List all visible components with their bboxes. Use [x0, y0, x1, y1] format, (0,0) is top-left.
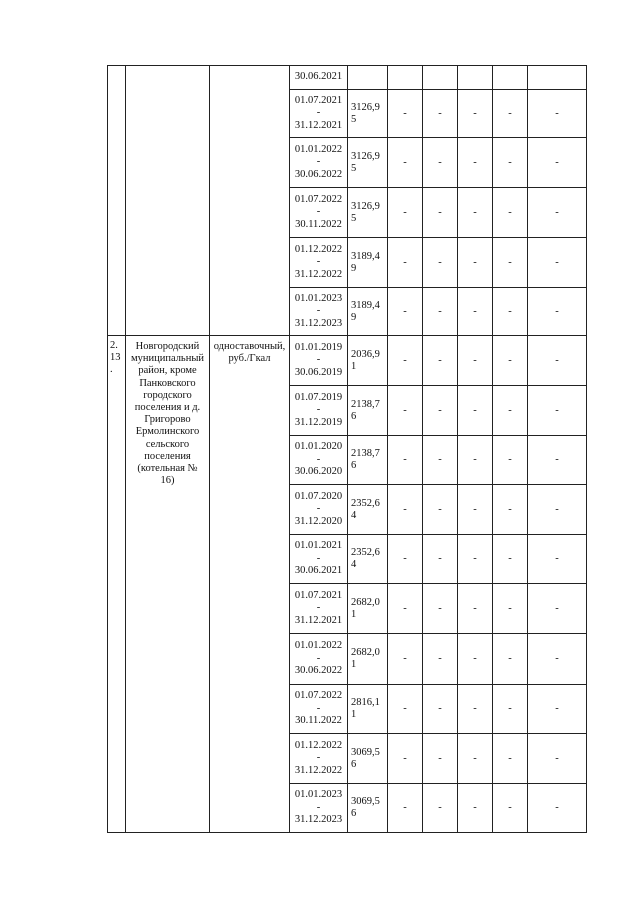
dash-cell: - — [493, 386, 528, 436]
dash-cell: - — [493, 485, 528, 535]
tariff-value: 3126,9 5 — [348, 138, 388, 188]
dash-cell: - — [528, 288, 587, 336]
dash-cell: - — [458, 584, 493, 634]
dash-cell: - — [458, 535, 493, 584]
dash-cell: - — [493, 584, 528, 634]
tariff-unit: одноставочный, руб./Гкал — [210, 336, 290, 833]
dash-cell: - — [458, 386, 493, 436]
dash-cell: - — [493, 784, 528, 833]
dash-cell — [493, 66, 528, 90]
dash-cell: - — [423, 336, 458, 386]
dash-cell: - — [423, 90, 458, 138]
tariff-value: 3126,9 5 — [348, 90, 388, 138]
tariff-value — [348, 66, 388, 90]
area-name: Новгородский муниципальный район, кроме Панковского городского поселения и д. Григорово Ермолинского сельского поселения (котельная № 16) — [126, 336, 210, 833]
dash-cell: - — [388, 386, 423, 436]
dash-cell: - — [458, 485, 493, 535]
period-cell: 01.01.2021 - 30.06.2021 — [290, 535, 348, 584]
dash-cell: - — [423, 685, 458, 734]
dash-cell: - — [528, 535, 587, 584]
dash-cell: - — [458, 784, 493, 833]
dash-cell: - — [528, 685, 587, 734]
dash-cell: - — [423, 288, 458, 336]
dash-cell: - — [388, 336, 423, 386]
table-row — [108, 66, 587, 90]
dash-cell: - — [493, 336, 528, 386]
dash-cell: - — [388, 634, 423, 685]
dash-cell: - — [458, 336, 493, 386]
tariff-value: 2352,6 4 — [348, 485, 388, 535]
dash-cell: - — [388, 238, 423, 288]
dash-cell: - — [458, 138, 493, 188]
period-cell: 01.01.2023 - 31.12.2023 — [290, 784, 348, 833]
tariff-value: 2138,7 6 — [348, 436, 388, 485]
period-cell: 01.12.2022 - 31.12.2022 — [290, 238, 348, 288]
period-cell: 01.01.2022 - 30.06.2022 — [290, 138, 348, 188]
dash-cell: - — [458, 634, 493, 685]
dash-cell: - — [528, 138, 587, 188]
dash-cell: - — [388, 90, 423, 138]
area-name — [126, 66, 210, 336]
dash-cell: - — [493, 535, 528, 584]
dash-cell: - — [423, 138, 458, 188]
dash-cell: - — [493, 90, 528, 138]
dash-cell: - — [528, 784, 587, 833]
dash-cell: - — [493, 634, 528, 685]
dash-cell: - — [528, 436, 587, 485]
dash-cell: - — [493, 436, 528, 485]
dash-cell: - — [528, 386, 587, 436]
period-cell: 01.07.2021 - 31.12.2021 — [290, 584, 348, 634]
dash-cell: - — [458, 685, 493, 734]
dash-cell: - — [388, 685, 423, 734]
tariff-value: 2682,0 1 — [348, 634, 388, 685]
dash-cell: - — [423, 436, 458, 485]
dash-cell — [388, 66, 423, 90]
period-cell: 01.01.2019 - 30.06.2019 — [290, 336, 348, 386]
dash-cell: - — [423, 634, 458, 685]
dash-cell: - — [423, 584, 458, 634]
tariff-value: 3069,5 6 — [348, 734, 388, 784]
dash-cell: - — [388, 784, 423, 833]
dash-cell: - — [388, 584, 423, 634]
dash-cell: - — [423, 386, 458, 436]
dash-cell: - — [388, 436, 423, 485]
dash-cell: - — [458, 188, 493, 238]
period-cell: 30.06.2021 — [290, 66, 348, 90]
tariff-table — [107, 65, 587, 833]
dash-cell: - — [493, 188, 528, 238]
dash-cell: - — [458, 288, 493, 336]
tariff-value: 2036,9 1 — [348, 336, 388, 386]
tariff-unit — [210, 66, 290, 336]
dash-cell: - — [458, 436, 493, 485]
dash-cell: - — [423, 734, 458, 784]
dash-cell: - — [493, 288, 528, 336]
period-cell: 01.01.2022 - 30.06.2022 — [290, 634, 348, 685]
dash-cell: - — [528, 584, 587, 634]
dash-cell: - — [528, 634, 587, 685]
dash-cell: - — [493, 138, 528, 188]
dash-cell: - — [528, 485, 587, 535]
dash-cell: - — [458, 90, 493, 138]
tariff-value: 3069,5 6 — [348, 784, 388, 833]
dash-cell — [458, 66, 493, 90]
dash-cell: - — [423, 485, 458, 535]
tariff-value: 2138,7 6 — [348, 386, 388, 436]
tariff-value: 2682,0 1 — [348, 584, 388, 634]
dash-cell: - — [388, 138, 423, 188]
dash-cell: - — [493, 685, 528, 734]
dash-cell: - — [458, 734, 493, 784]
period-cell: 01.07.2022 - 30.11.2022 — [290, 188, 348, 238]
dash-cell: - — [388, 288, 423, 336]
dash-cell — [423, 66, 458, 90]
dash-cell: - — [423, 784, 458, 833]
tariff-value: 2816,1 1 — [348, 685, 388, 734]
period-cell: 01.12.2022 - 31.12.2022 — [290, 734, 348, 784]
dash-cell: - — [528, 238, 587, 288]
dash-cell: - — [528, 188, 587, 238]
dash-cell: - — [493, 734, 528, 784]
period-cell: 01.07.2020 - 31.12.2020 — [290, 485, 348, 535]
dash-cell: - — [388, 535, 423, 584]
row-number — [108, 66, 126, 336]
tariff-value: 3189,4 9 — [348, 288, 388, 336]
dash-cell: - — [388, 485, 423, 535]
dash-cell: - — [423, 188, 458, 238]
table-row — [108, 336, 587, 386]
period-cell: 01.07.2021 - 31.12.2021 — [290, 90, 348, 138]
tariff-value: 3189,4 9 — [348, 238, 388, 288]
dash-cell: - — [458, 238, 493, 288]
dash-cell: - — [423, 535, 458, 584]
dash-cell: - — [528, 336, 587, 386]
period-cell: 01.01.2023 - 31.12.2023 — [290, 288, 348, 336]
dash-cell — [528, 66, 587, 90]
dash-cell: - — [388, 188, 423, 238]
dash-cell: - — [423, 238, 458, 288]
dash-cell: - — [528, 734, 587, 784]
period-cell: 01.07.2019 - 31.12.2019 — [290, 386, 348, 436]
period-cell: 01.01.2020 - 30.06.2020 — [290, 436, 348, 485]
row-number: 2. 13 . — [108, 336, 126, 833]
dash-cell: - — [388, 734, 423, 784]
dash-cell: - — [528, 90, 587, 138]
period-cell: 01.07.2022 - 30.11.2022 — [290, 685, 348, 734]
dash-cell: - — [493, 238, 528, 288]
tariff-value: 3126,9 5 — [348, 188, 388, 238]
tariff-value: 2352,6 4 — [348, 535, 388, 584]
